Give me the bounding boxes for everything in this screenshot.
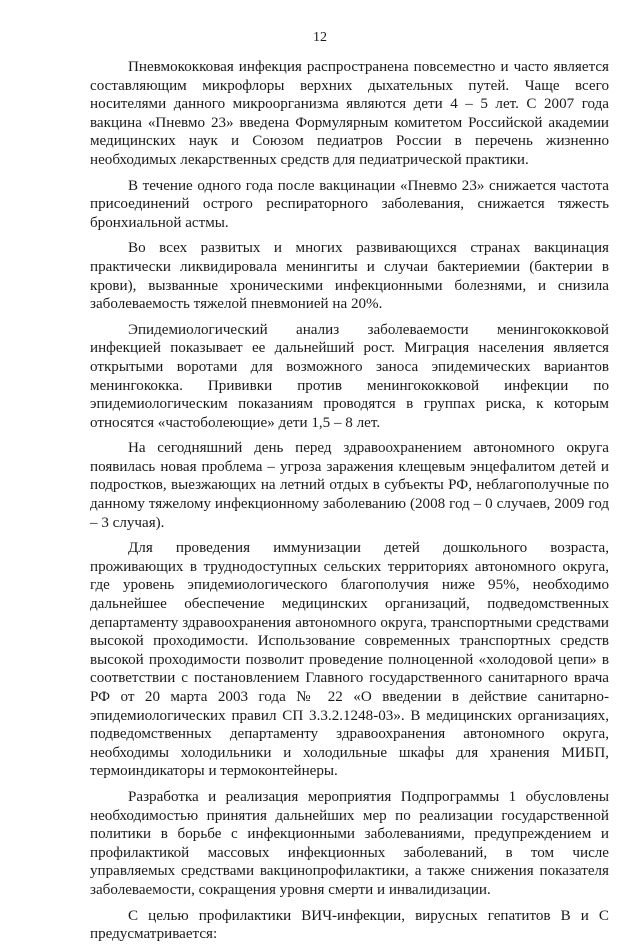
paragraph-hiv-prevention: С целью профилактики ВИЧ-инфекции, вирусных гепатитов В и С предусматривается: <box>90 907 609 943</box>
paragraph-tick-encephalitis: На сегодняшний день перед здравоохранением автономного округа появилась новая проблема – угроза заражения клещевым энцефалитом детей и подростков, выезжающих на летний отдых в субъекты РФ, неблагополучные по данному тяжелому инфекционному заболеванию (2008 год – 0 случаев, 2009 год – 3 случая). <box>90 440 609 531</box>
paragraph-subprogram-rationale: Разработка и реализация мероприятия Подпрограммы 1 обусловлены необходимостью принятия дальнейших мер по реализации государственной политики в борьбе с инфекционными заболеваниями, предупреждением и профилактикой массовых инфекционных заболеваний, в том числе управляемых средствами вакцинопрофилактики, а также снижения показателя заболеваемости, сокращения уровня смерти и инвалидизации. <box>90 788 609 898</box>
paragraph-pneumo23-effect: В течение одного года после вакцинации «Пневмо 23» снижается частота присоединений острого респираторного заболевания, снижается тяжесть бронхиальной астмы. <box>90 177 609 231</box>
paragraph-immunization-transport: Для проведения иммунизации детей дошкольного возраста, проживающих в труднодоступных сельских территориях автономного округа, где уровень эпидемиологического благополучия ниже 95%, необходимо дальнейшее обеспечение медицинских организаций, подведомственных департаменту здравоохранения автономного округа, транспортными средствами высокой проходимости. Использование современных транспортных средств высокой проходимости позволит проведение полноценной «холодовой цепи» в соответствии с постановлением Главного государственного санитарного врача РФ от 20 марта 2003 года № 22 «О введении в действие санитарно-эпидемиологических правил СП 3.3.2.1248-03». В медицинских организациях, подведомственных департаменту здравоохранения автономного округа, необходимы холодильники и холодильные шкафы для хранения МИБП, термоиндикаторы и термоконтейнеры. <box>90 540 609 780</box>
paragraph-vaccination-results: Во всех развитых и многих развивающихся странах вакцинация практически ликвидировала менингиты и случаи бактериемии (бактерии в крови), вызванные хроническими инфекционными болезнями, и снизила заболеваемость тяжелой пневмонией на 20%. <box>90 240 609 313</box>
page-number: 12 <box>313 30 327 45</box>
paragraph-pneumococcal-infection: Пневмококковая инфекция распространена повсеместно и часто является составляющим микрофлоры верхних дыхательных путей. Чаще всего носителями данного микроорганизма являются дети 4 – 5 лет. С 2007 года вакцина «Пневмо 23» введена Формулярным комитетом Российской академии медицинских наук и Союзом педиатров России в перечень жизненно необходимых лекарственных средств для педиатрической практики. <box>90 59 609 168</box>
document-body <box>90 58 609 951</box>
paragraph-meningococcal-analysis: Эпидемиологический анализ заболеваемости менингококковой инфекцией показывает ее дальнейший рост. Миграция населения является открытыми воротами для возможного заноса эпидемических вариантов менингококка. Прививки против менингококковой инфекции по эпидемиологическим показаниям проводятся в группах риска, к которым относятся «частоболеющие» дети 1,5 – 8 лет. <box>90 321 609 431</box>
